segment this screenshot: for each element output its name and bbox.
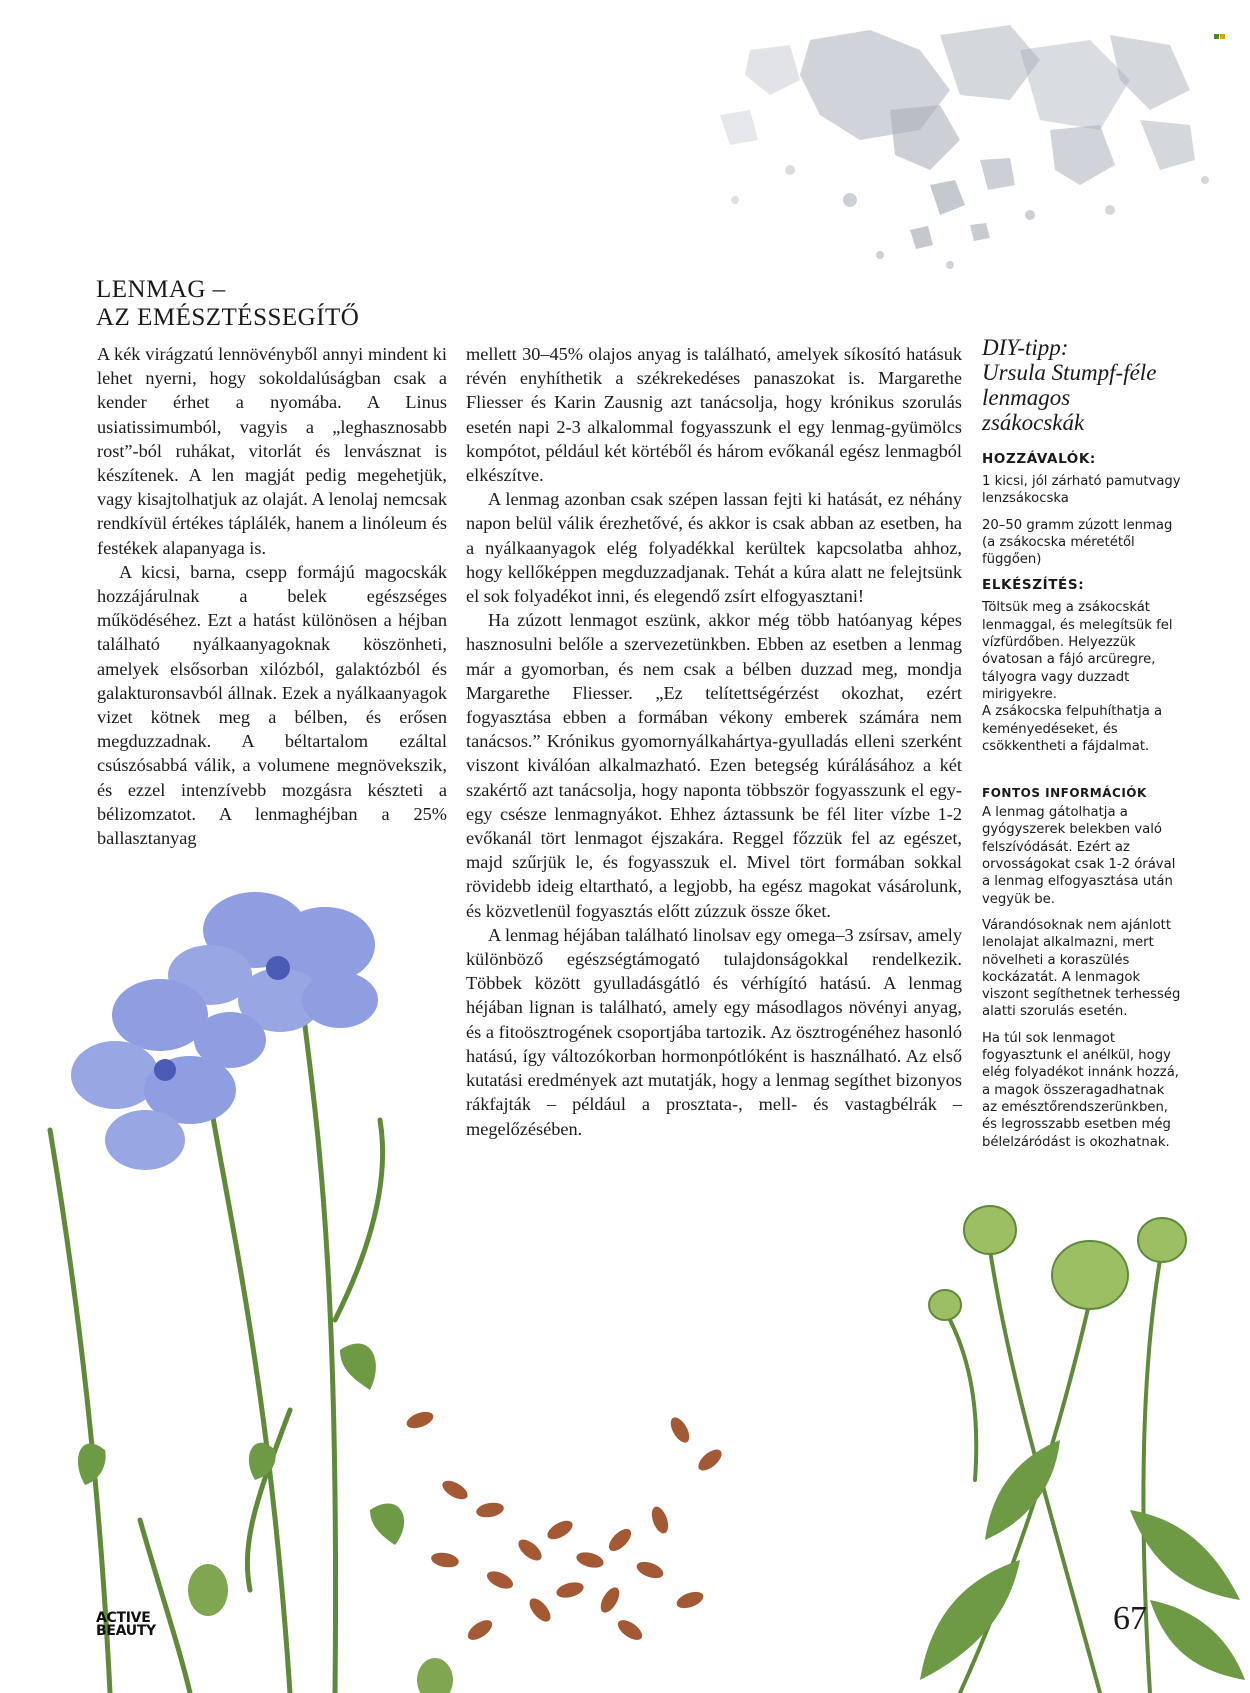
info-heading: FONTOS INFORMÁCIÓK xyxy=(982,786,1147,801)
headline-line-1: LENMAG – xyxy=(96,276,226,303)
ingredients-heading: HOZZÁVALÓK: xyxy=(982,451,1096,467)
brand-line-2: BEAUTY xyxy=(96,1623,156,1639)
preparation-heading: ELKÉSZÍTÉS: xyxy=(982,577,1085,594)
flax-seeds-illustration xyxy=(390,1400,770,1660)
preparation-text: A zsákocska felpuhíthatja a keményedéseket, és csökkentheti a fájdalmat. xyxy=(982,704,1163,754)
preparation-text: Töltsük meg a zsákocskát lenmaggal, és melegítsük fel vízfürdőben. Helyezzük óvatosan a fájó arcüregre, tályogra vagy duzzadt mirigyekre. xyxy=(982,600,1173,702)
paragraph: A kicsi, barna, csepp formájú magocskák hozzájárulnak a belek egészséges működéséhez. Ezt a hatást különösen a héjban található nyálkaanyagoknak köszönheti, amelyek elsősorban xilózból, galaktózból és galakturonsavból állnak. Ezek a nyálkaanyagok vizet kötnek meg a bélben, és erősen megduzzadnak. A béltartalom ezáltal csúszósabbá válik, a volumene megnövekszik, és ezzel intenzívebb mozgásra készteti a bélizomzatot. A lenmaghéjban a 25% ballasztanyag xyxy=(97,561,447,849)
headline-line-2: AZ EMÉSZTÉSSEGÍTŐ xyxy=(96,304,360,331)
paragraph: mellett 30–45% olajos anyag is található, amelyek síkosító hatásuk révén enyhíthetik a székrekedéses panaszokat is. Margarethe Fliesser és Karin Zausnig azt tanácsolja, hogy krónikus szorulás esetén napi 2-3 alkalommal fogyasszunk el egy lenmag-gyümölcs kompótot, például két körtéből és három evőkanál egész lenmagból elkészítve. xyxy=(466,344,962,486)
paragraph: A lenmag azonban csak szépen lassan fejti ki hatását, ez néhány napon belül válik érezhetővé, és akkor is csak abban az esetben, ha a nyálkaanyagok elég folyadékkal kerültek kapcsolatba ahhoz, hogy kellőképpen megduzzadjanak. Tehát a kúra alatt ne felejtsünk el sok folyadékot inni, és elegendő zsírt elfogyasztani! xyxy=(466,489,962,607)
article-column-2 xyxy=(466,342,962,1141)
info-text: Várandósoknak nem ajánlott lenolajat alkalmazni, mert növelheti a koraszülés kockázatát. A lenmagok viszont segíthetnek terhesség alatti szorulás esetén. xyxy=(982,917,1181,1020)
article-headline xyxy=(96,276,436,332)
page-number: 67 xyxy=(1113,1600,1147,1637)
brand-line-1: ACTIVE xyxy=(96,1610,151,1626)
ingredient-item: 1 kicsi, jól zárható pamutvagy lenzsákocska xyxy=(982,474,1181,507)
ingredient-item: 20–50 gramm zúzott lenmag (a zsákocska méretétől függően) xyxy=(982,517,1173,568)
flax-seed-pods-illustration xyxy=(900,1180,1250,1693)
sidebar-title-line: DIY-tipp: xyxy=(982,335,1069,360)
info-text: Ha túl sok lenmagot fogyasztunk el anélkül, hogy elég folyadékot innánk hozzá, a magok összeragadhatnak az emésztőrendszerünkben, és legrosszabb esetben még bélelzáródást is okozhatnak. xyxy=(982,1030,1179,1150)
sidebar-title-line: Ursula Stumpf-féle xyxy=(982,360,1157,385)
paragraph: A lenmag héjában található linolsav egy omega–3 zsírsav, amely különböző egészségtámogató tulajdonságokkal rendelkezik. Többek között gyulladásgátló és vérhígító hatású. A lenmag héjában lignan is található, amely egy másodlagos növényi anyag, és a fitoösztrogének csoportjába tartozik. Az ösztrogénéhez hasonló hatású, így változókorban hormonpótlóként is használható. Az első kutatási eredmények azt mutatják, hogy a lenmag segíthet bizonyos rákfajták – például a prosztata-, mell- és vastagbélrák – megelőzésében. xyxy=(466,924,962,1139)
article-column-1 xyxy=(97,342,447,850)
salt-crystals-illustration xyxy=(690,20,1250,290)
sidebar-title xyxy=(982,335,1182,435)
paragraph: Ha zúzott lenmagot eszünk, akkor még több hatóanyag képes hasznosulni belőle a szervezetünkben. Ebben az esetben a lenmag már a gyomorban, és nem csak a bélben duzzad meg, mondja Margarethe Fliesser. „Ez telítettségérzést okozhat, ezért fogyasztása ebben a formában vékony emberek számára nem tanácsos.” Krónikus gyomornyálkahártya-gyulladás elleni szerként viszont kiválóan alkalmazható. Ezen betegség kúrálásához a két szakértő azt tanácsolja, hogy naponta többször fogyasszunk el egy-egy csésze lenmagnyákot. Ehhez áztassunk be fél liter vízbe 1-2 evőkanál tört lenmagot éjszakára. Reggel főzzük fel az egészet, majd szűrjük le, és fogyasszuk el. Mivel tört formában sokkal rövidebb ideig eltartható, a legjobb, ha egész magokat vásárolunk, és közvetlenül fogyasztás előtt zúzzuk össze őket. xyxy=(466,610,962,921)
sidebar-title-line: lenmagos xyxy=(982,385,1071,410)
sidebar-title-line: zsákocskák xyxy=(982,410,1085,435)
paragraph: A kék virágzatú lennövényből annyi mindent ki lehet nyerni, hogy sokoldalúságban csak a kender érhet a nyomába. A Linus usiatissimumból, vagyis a „leghasznosabb rost”-ból ruhákat, vitorlát és lenvásznat is készítenek. A len magját pedig megehetjük, vagy kisajtolhatjuk az olaját. A lenolaj nemcsak rendkívül értékes táplálék, hanem a linóleum és festékek alapanyaga is. xyxy=(97,344,447,558)
flax-flower-lower xyxy=(71,979,266,1170)
diy-tip-sidebar xyxy=(982,335,1182,1160)
magazine-brand-logo xyxy=(96,1612,156,1638)
info-text: A lenmag gátolhatja a gyógyszerek belekben való felszívódását. Ezért az orvosságokat csak 1-2 órával a lenmag elfogyasztása után vegyük be. xyxy=(982,805,1176,907)
